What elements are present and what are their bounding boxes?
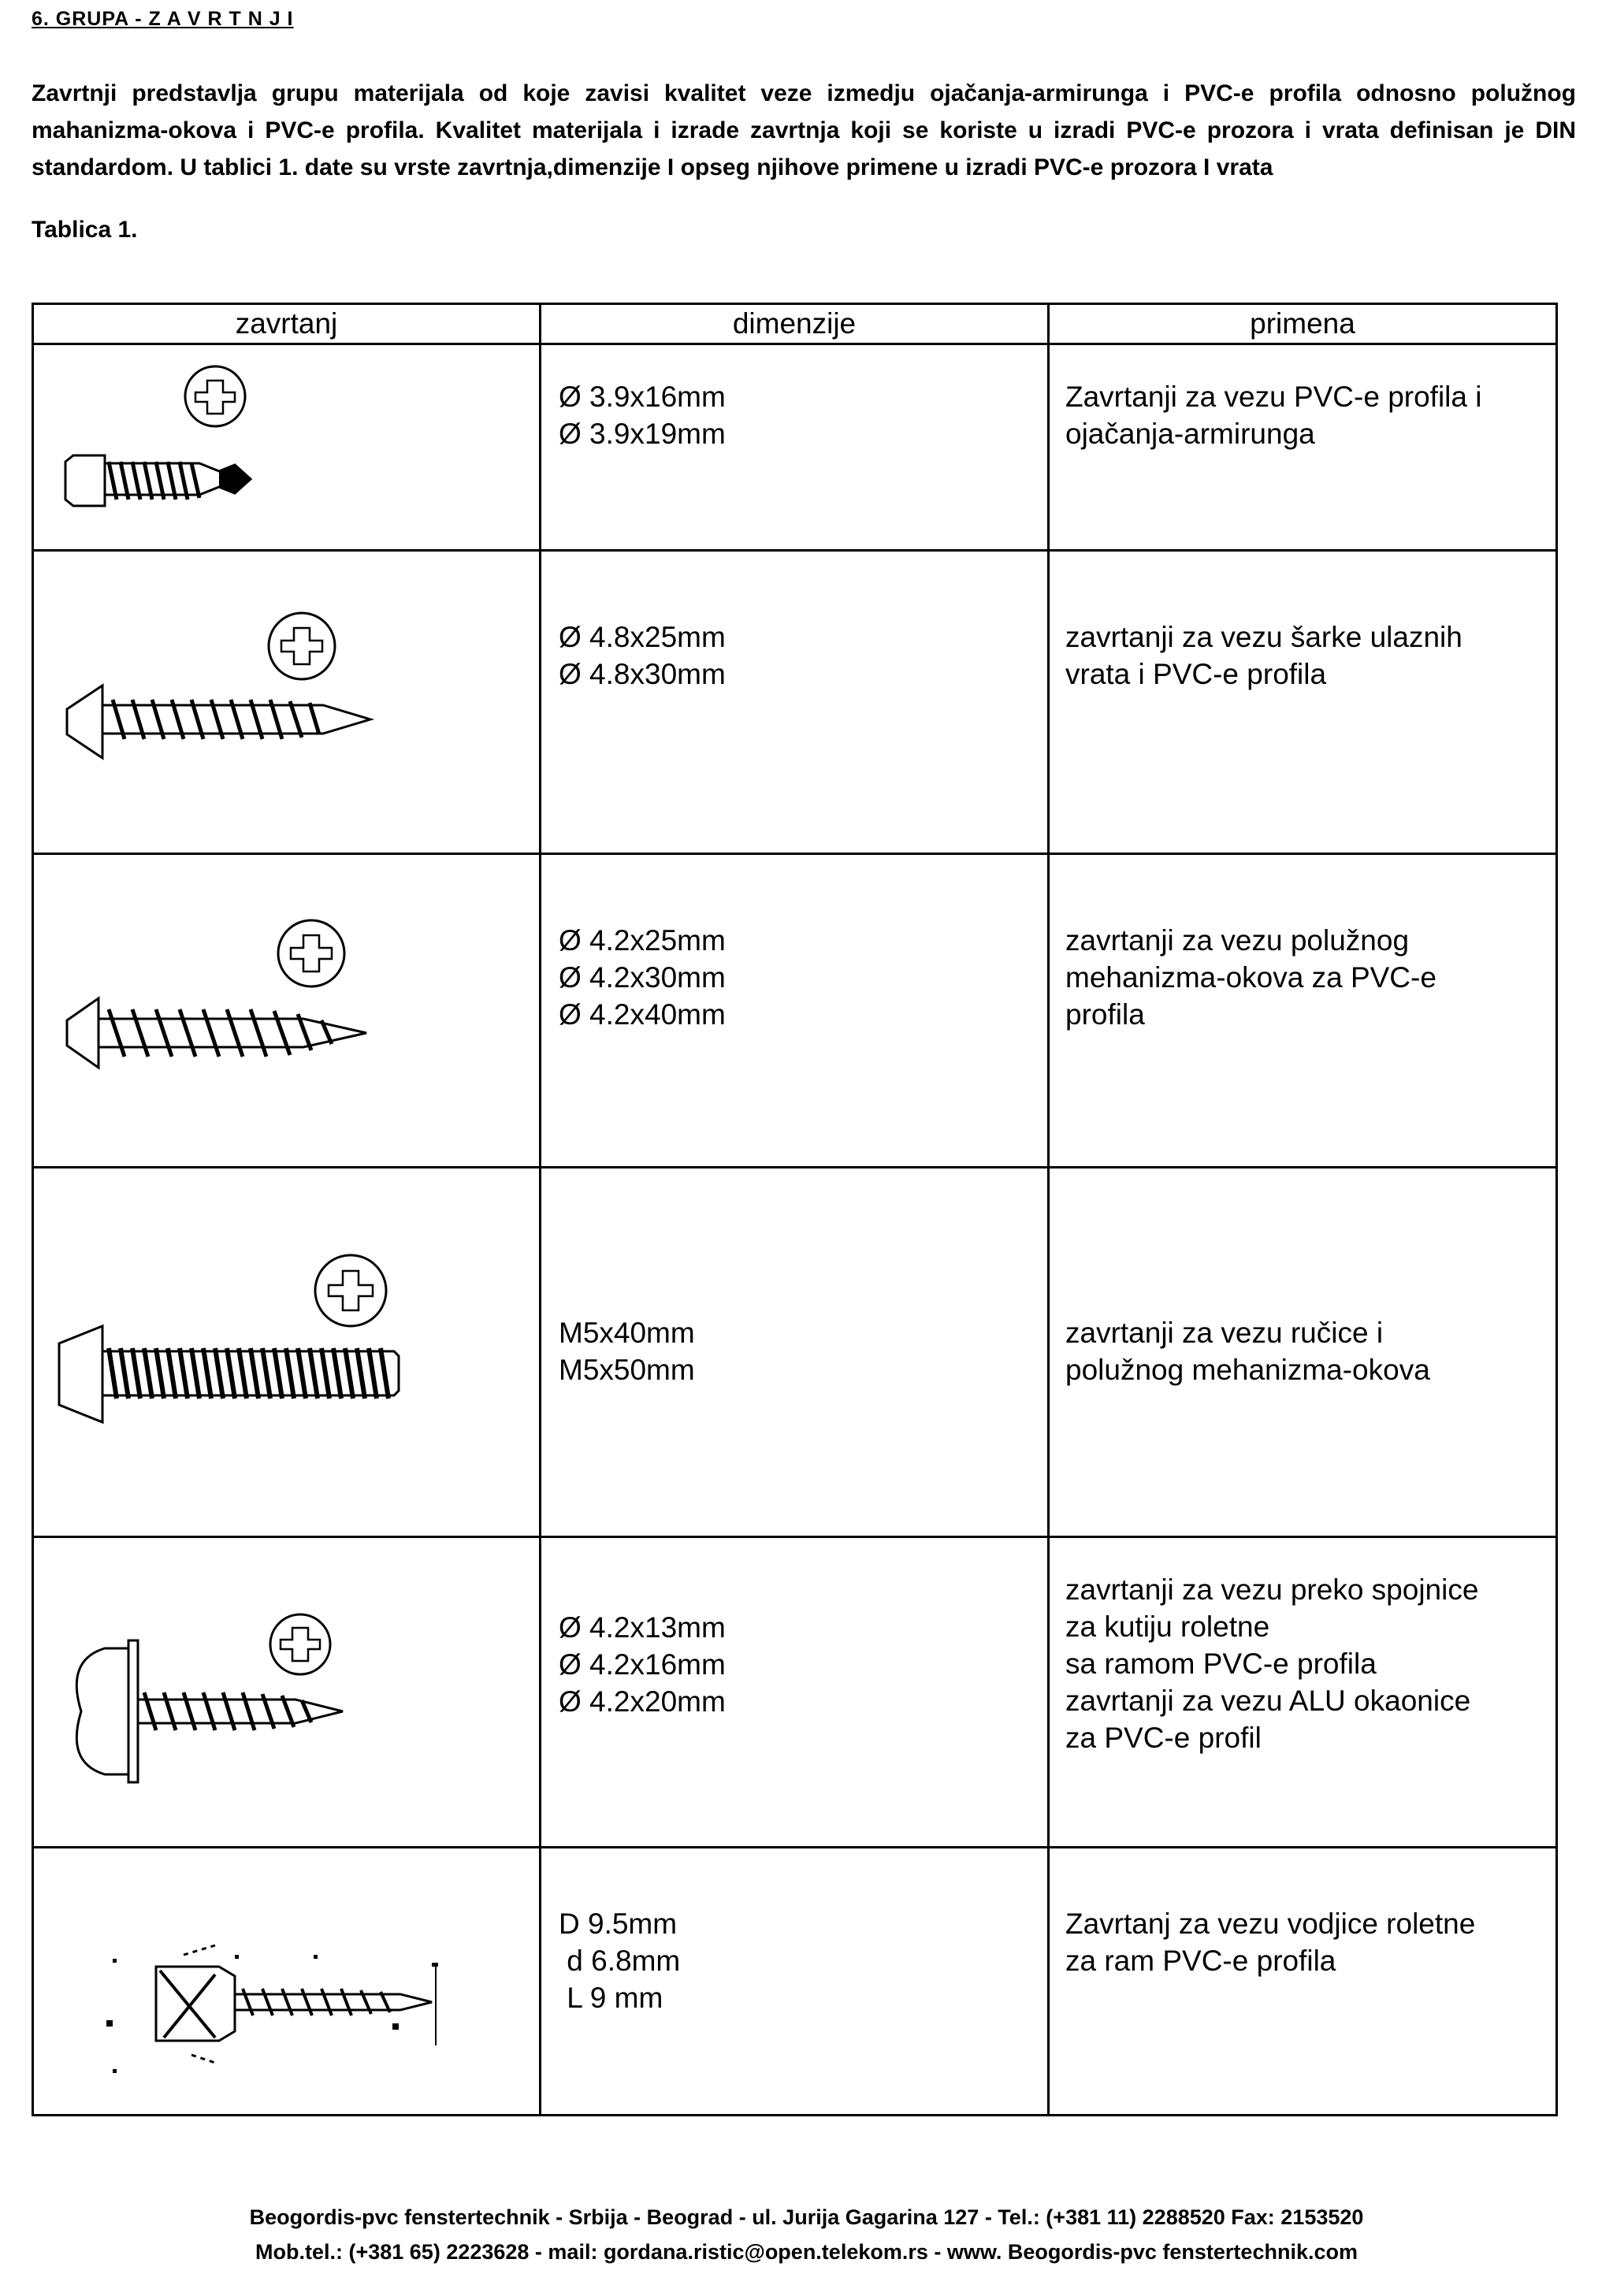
header-screw: zavrtanj: [33, 304, 541, 344]
dimension-value: L 9 mm: [559, 1982, 663, 2014]
usage-text: Zavrtanj za vezu vodjice roletne: [1065, 1908, 1476, 1940]
usage-text: ojačanja-armirunga: [1065, 418, 1315, 450]
dimension-value: d 6.8mm: [559, 1945, 681, 1977]
screw-image-cell: [33, 854, 541, 1168]
table-row: [33, 551, 1557, 854]
screw-image-cell: [33, 551, 541, 854]
usage-text: zavrtanji za vezu ručice i: [1065, 1317, 1384, 1349]
usage-text: Zavrtanji za vezu PVC-e profila i: [1065, 381, 1482, 413]
countersunk-screw-icon: [34, 552, 541, 855]
screw-image-cell: [33, 344, 541, 551]
dimensions-cell: [541, 344, 1049, 551]
dimension-value: Ø 4.2x20mm: [559, 1685, 726, 1718]
table-row: [33, 854, 1557, 1168]
table-row: [33, 1848, 1557, 2116]
usage-text: za ram PVC-e profila: [1065, 1945, 1336, 1977]
coarse-thread-screw-icon: [34, 855, 541, 1168]
dimension-value: Ø 4.8x30mm: [559, 658, 726, 690]
dimension-value: Ø 3.9x16mm: [559, 381, 726, 413]
screw-image-cell: [33, 1168, 541, 1537]
usage-text: za PVC-e profil: [1065, 1722, 1262, 1754]
dimension-value: Ø 4.2x30mm: [559, 961, 726, 994]
table-row: [33, 344, 1557, 551]
dimension-value: Ø 3.9x19mm: [559, 418, 726, 450]
usage-cell: [1049, 1848, 1557, 2116]
footer-address: Beogordis-pvc fenstertechnik - Srbija - Beograd - ul. Jurija Gagarina 127 - Tel.: (+381 11) 2288520 Fax: 2153520: [249, 2205, 1364, 2229]
usage-text: zavrtanji za vezu preko spojnice: [1065, 1573, 1479, 1606]
table-row: [33, 1537, 1557, 1848]
usage-cell: [1049, 854, 1557, 1168]
dimensions-cell: [541, 1848, 1049, 2116]
dimension-value: Ø 4.2x16mm: [559, 1648, 726, 1681]
usage-text: za kutiju roletne: [1065, 1611, 1270, 1643]
dimension-value: Ø 4.8x25mm: [559, 621, 726, 653]
usage-text: vrata i PVC-e profila: [1065, 658, 1327, 690]
usage-text: zavrtanji za vezu polužnog: [1065, 924, 1410, 957]
intro-paragraph: Zavrtnji predstavlja grupu materijala od koje zavisi kvalitet veze izmedju ojačanja-armirunga i PVC-e profila odnosno polužnog mahanizma-okova i PVC-e profila. Kvalitet materijala i izrade zavrtnja koji se koriste u izradi PVC-e prozora i vrata definisan je DIN standardom. U tablici 1. date su vrste zavrtnja,dimenzije I opseg njihove primene u izradi PVC-e prozora I vrata: [32, 80, 1576, 180]
usage-text: polužnog mehanizma-okova: [1065, 1354, 1430, 1386]
usage-text: zavrtanji za vezu ALU okaonice: [1065, 1685, 1471, 1717]
dimensions-cell: [541, 1168, 1049, 1537]
screw-image-cell: [33, 1848, 541, 2116]
dimensions-cell: [541, 1537, 1049, 1848]
table-caption: Tablica 1.: [32, 217, 138, 243]
header-usage: primena: [1049, 304, 1557, 344]
self-drilling-screw-icon: [34, 345, 541, 552]
dimension-value: Ø 4.2x25mm: [559, 924, 726, 957]
table-header-row: [33, 304, 1557, 344]
dimension-value: Ø 4.2x13mm: [559, 1611, 726, 1644]
dimensions-cell: [541, 551, 1049, 854]
dimension-value: Ø 4.2x40mm: [559, 998, 726, 1031]
footer-contact: Mob.tel.: (+381 65) 2223628 - mail: gordana.ristic@open.telekom.rs - www. Beogordis-pvc fenstertechnik.com: [255, 2240, 1358, 2264]
dimensions-cell: [541, 854, 1049, 1168]
dimension-value: M5x40mm: [559, 1317, 695, 1349]
usage-text: mehanizma-okova za PVC-e: [1065, 961, 1436, 994]
usage-cell: [1049, 1537, 1557, 1848]
usage-cell: [1049, 551, 1557, 854]
dimension-value: M5x50mm: [559, 1354, 695, 1386]
machine-screw-icon: [34, 1168, 541, 1538]
usage-cell: [1049, 1168, 1557, 1537]
screw-image-cell: [33, 1537, 541, 1848]
roller-shutter-screw-icon: [34, 1848, 541, 2116]
pan-head-screw-icon: [34, 1538, 541, 1848]
dimension-value: D 9.5mm: [559, 1908, 678, 1940]
usage-text: profila: [1065, 998, 1145, 1031]
table-row: [33, 1168, 1557, 1537]
section-heading: 6. GRUPA - Z A V R T N J I: [32, 8, 294, 30]
usage-text: sa ramom PVC-e profila: [1065, 1648, 1377, 1680]
header-dimensions: dimenzije: [541, 304, 1049, 344]
screw-table: [32, 303, 1558, 2116]
usage-text: zavrtanji za vezu šarke ulaznih: [1065, 621, 1462, 653]
usage-cell: [1049, 344, 1557, 551]
